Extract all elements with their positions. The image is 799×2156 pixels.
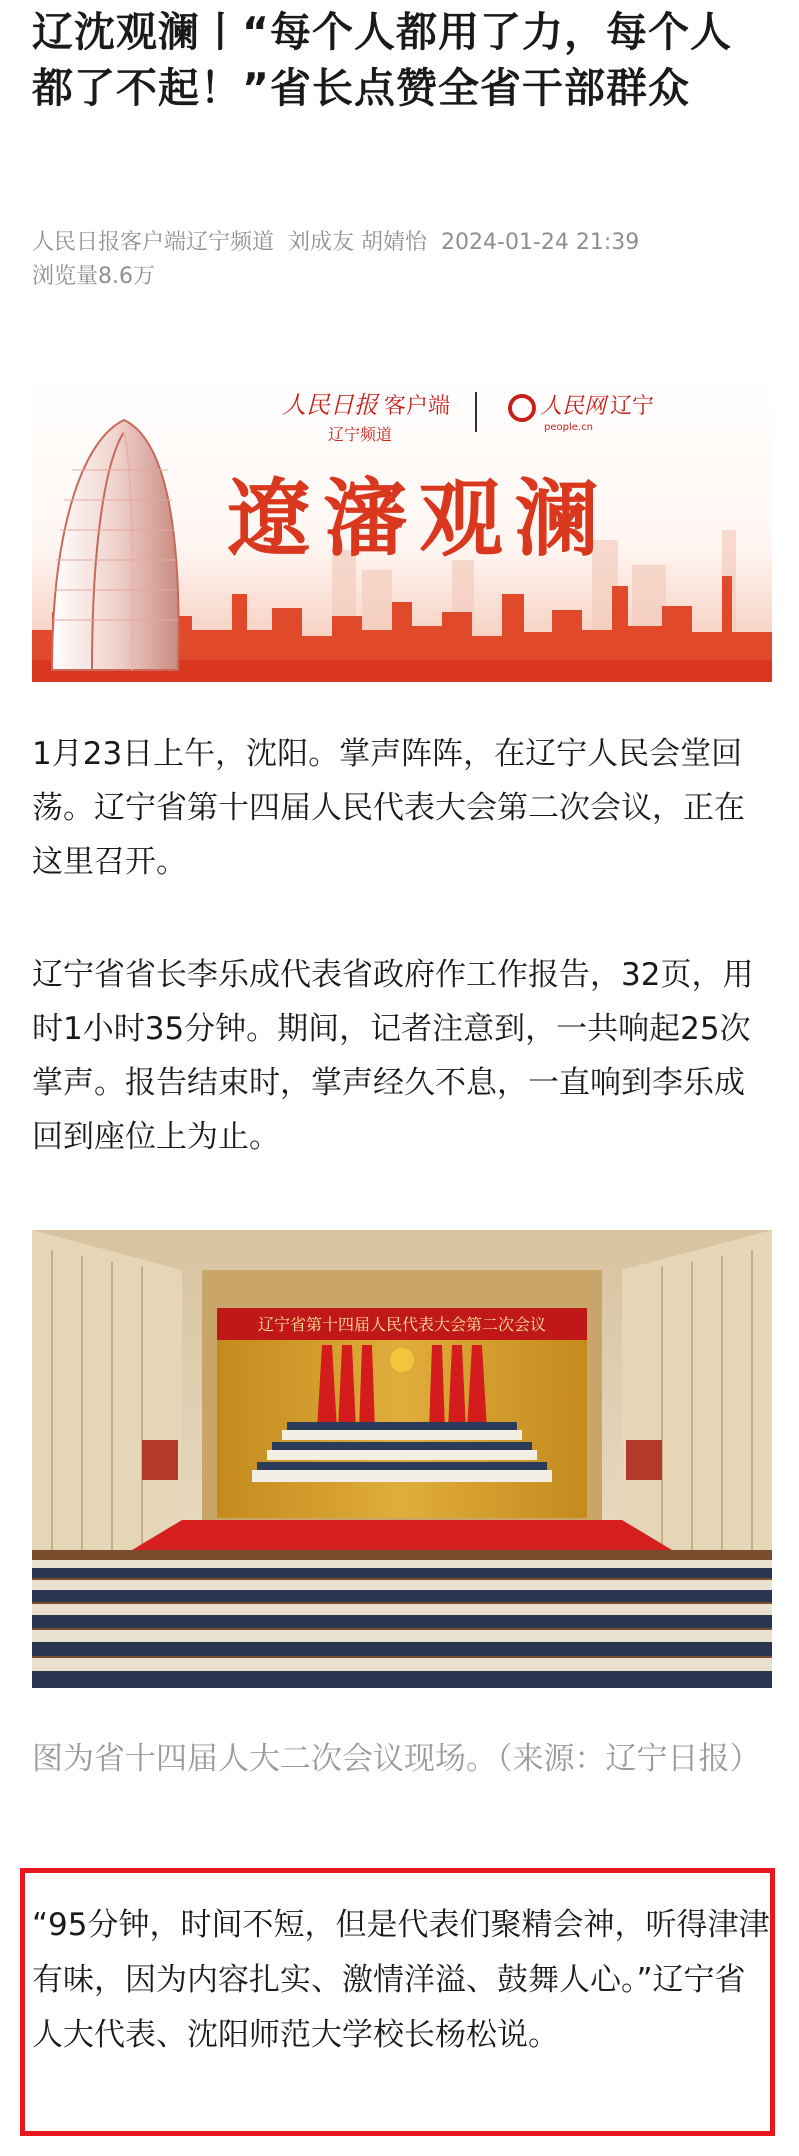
assembly-hall-photo [32,1230,772,1688]
stage-banner-text: 辽宁省第十四届人民代表大会第二次会议 [257,1315,547,1334]
article-title: 辽沈观澜丨“每个人都用了力，每个人都了不起！”省长点赞全省干部群众 [32,8,732,112]
article-views: 浏览量8.6万 [32,264,155,289]
article-datetime: 2024-01-24 21:39 [441,230,640,255]
column-headline: 遼瀋观澜 [227,469,612,568]
hall-illustration [32,1230,772,1688]
client-label: 客户端 [384,394,451,419]
emblem-icon [390,1348,414,1372]
people-cn-logo: 人民网 [540,394,607,419]
column-banner-image [32,380,772,682]
article-source[interactable]: 人民日报客户端辽宁频道 [32,230,275,255]
body-paragraph-2: 辽宁省省长李乐成代表省政府作工作报告，32页，用时1小时35分钟。期间，记者注意到，一共响起25次掌声。报告结束时，掌声经久不息，一直响到李乐成回到座位上为止。 [32,957,754,1155]
people-daily-logo: 人民日报 [282,391,378,419]
article-authors: 刘成友 胡婧怡 [288,230,428,255]
highlighted-quote: “95分钟，时间不短，但是代表们聚精会神，听得津津有味，因为内容扎实、激情洋溢、鼓舞人心。”辽宁省人大代表、沈阳师范大学校长杨松说。 [32,1907,770,2053]
body-paragraph-1: 1月23日上午，沈阳。掌声阵阵，在辽宁人民会堂回荡。辽宁省第十四届人民代表大会第二次会议，正在这里召开。 [32,736,745,880]
liaoning-channel-label: 辽宁频道 [328,425,393,444]
photo-caption: 图为省十四届人大二次会议现场。（来源：辽宁日报） [32,1741,761,1777]
article-meta [32,226,772,294]
banner-graphic [32,380,772,682]
svg-text:people.cn: people.cn [544,422,593,433]
svg-text:辽宁: 辽宁 [610,394,655,419]
